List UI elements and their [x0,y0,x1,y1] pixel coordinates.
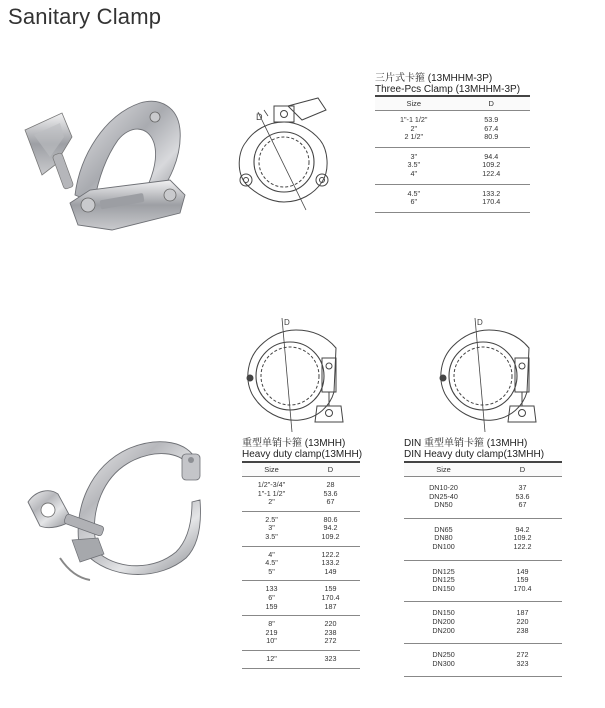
size-cell: 3" [268,523,275,533]
table-row [375,153,530,162]
table-row-group [375,111,530,148]
d-cell: 133.2 [321,558,340,568]
table-row [404,651,562,660]
din-title-cn: DIN 重型单销卡箍 (13MHH) [404,438,528,449]
table-row [404,543,562,552]
table-row [404,576,562,585]
table-row [242,655,360,664]
d-cell: 109.2 [513,533,532,543]
table-row [242,524,360,533]
three-pcs-clamp-photo [20,85,195,245]
din-clamp-drawing [433,318,543,433]
size-cell: DN200 [432,616,455,626]
three-pcs-size-table [375,95,530,213]
size-cell: 159 [265,601,278,611]
table-row [242,637,360,646]
table-row [404,660,562,669]
three-pcs-clamp-drawing [228,92,338,212]
table-row-group [404,644,562,677]
table-row [404,627,562,636]
d-cell: 272 [516,650,529,660]
heavy-d-label: D [284,318,290,327]
size-cell: 10" [266,636,277,646]
table-row [375,116,530,125]
din-title-block [404,438,544,460]
size-cell: 5" [268,566,275,576]
table-row [242,594,360,603]
d-column-header: D [519,465,526,474]
d-cell: 67 [518,500,527,510]
table-row [404,526,562,535]
heavy-duty-clamp-drawing [240,318,350,433]
table-row [242,551,360,560]
three-pcs-d-label: D [256,112,263,122]
d-cell: 67.4 [484,123,499,133]
d-cell: 238 [324,627,337,637]
table-row [404,618,562,627]
size-cell: DN65 [434,524,453,534]
size-cell: 4.5" [265,558,278,568]
d-cell: 53.6 [515,491,530,501]
d-column-header: D [327,465,334,474]
d-cell: 187 [516,608,529,618]
table-row [375,198,530,207]
size-cell: DN125 [432,575,455,585]
d-cell: 53.9 [484,115,499,124]
d-cell: 122.2 [321,549,340,559]
din-d-label: D [477,318,483,327]
table-row [242,559,360,568]
size-cell: DN50 [434,500,453,510]
table-row [404,501,562,510]
heavy-duty-clamp-photo [20,430,205,595]
size-cell: 4.5" [407,188,421,198]
d-cell: 133.2 [482,188,501,198]
size-cell: DN80 [434,533,453,543]
d-cell: 159 [516,575,529,585]
table-row-group [242,512,360,547]
table-row-group [242,581,360,616]
d-cell: 323 [324,653,337,663]
d-cell: 53.6 [323,488,338,498]
size-cell: 2 1/2" [404,132,424,142]
din-size-table [404,461,562,677]
table-row-group [242,651,360,669]
d-cell: 272 [324,636,337,646]
table-row [404,493,562,502]
size-cell: 2.5" [265,514,278,524]
d-cell: 220 [324,619,337,629]
d-cell: 149 [324,566,337,576]
table-row [375,190,530,199]
table-row-group [404,477,562,519]
table-row [242,490,360,499]
size-cell: 1/2"-3/4" [257,480,286,489]
table-row [404,484,562,493]
table-header [375,95,530,111]
table-row [375,161,530,170]
size-column-header: Size [406,99,422,108]
d-cell: 109.2 [321,531,340,541]
size-cell: 12" [266,653,277,663]
d-cell: 94.4 [484,151,499,161]
table-row-group [242,616,360,651]
size-cell: 4" [410,168,418,178]
d-cell: 67 [326,497,335,507]
d-cell: 94.2 [515,524,530,534]
size-column-header: Size [264,465,279,474]
table-row-group [404,561,562,603]
d-cell: 187 [324,601,337,611]
size-cell: 219 [265,627,278,637]
size-cell: 3.5" [265,531,278,541]
d-cell: 323 [516,658,529,668]
d-cell: 37 [518,483,527,492]
table-row [375,170,530,179]
heavy-size-table [242,461,360,669]
size-cell: DN25-40 [429,491,458,501]
three-pcs-title-block [375,73,520,95]
table-row [404,534,562,543]
table-header [242,461,360,477]
heavy-title-cn: 重型单销卡箍 (13MHH) [242,438,346,449]
size-cell: DN200 [432,625,455,635]
d-cell: 170.4 [513,583,532,593]
size-cell: 3" [410,151,418,161]
d-cell: 170.4 [482,197,501,207]
size-cell: DN150 [432,608,455,618]
size-cell: 6" [268,592,275,602]
d-cell: 122.2 [513,541,532,551]
d-column-header: D [488,99,494,108]
d-cell: 170.4 [321,592,340,602]
size-cell: DN250 [432,650,455,660]
page-title: Sanitary Clamp [8,4,162,29]
d-cell: 159 [324,584,337,594]
d-cell: 80.6 [323,514,338,524]
table-row [404,585,562,594]
table-row [242,568,360,577]
size-cell: 2" [268,497,275,507]
table-row-group [375,148,530,185]
table-row [242,629,360,638]
size-cell: 133 [265,584,278,594]
table-row-group [242,547,360,582]
table-row-group [404,602,562,644]
din-title-en: DIN Heavy duty clamp(13MHH) [404,449,545,460]
table-row [242,585,360,594]
heavy-title-en: Heavy duty clamp(13MHH) [242,449,363,460]
size-cell: DN300 [432,658,455,668]
table-row [242,498,360,507]
table-row-group [242,477,360,512]
table-row-group [404,519,562,561]
size-cell: DN125 [432,566,455,576]
d-cell: 238 [516,625,529,635]
d-cell: 220 [516,616,529,626]
size-cell: 2" [410,123,418,133]
d-cell: 149 [516,566,529,576]
d-cell: 94.2 [323,523,338,533]
size-cell: 6" [410,197,418,207]
table-row [242,603,360,612]
heavy-title-block [242,438,362,460]
table-row-group [375,185,530,213]
d-cell: 80.9 [484,132,499,142]
table-row [404,568,562,577]
size-cell: 1"-1 1/2" [400,115,428,124]
table-row [242,533,360,542]
three-pcs-title-en: Three-Pcs Clamp (13MHHM-3P) [375,84,521,95]
table-header [404,461,562,477]
table-row [404,609,562,618]
size-cell: DN150 [432,583,455,593]
d-cell: 122.4 [482,168,501,178]
d-cell: 28 [326,480,335,489]
three-pcs-title-cn: 三片式卡箍 (13MHHM-3P) [375,73,493,84]
size-cell: 3.5" [407,160,421,170]
table-row [375,133,530,142]
size-cell: DN10-20 [429,483,458,492]
size-cell: 8" [268,619,275,629]
table-row [242,620,360,629]
table-row [375,125,530,134]
size-cell: 4" [268,549,275,559]
table-row [242,516,360,525]
size-cell: 1"-1 1/2" [257,488,286,498]
size-column-header: Size [436,465,451,474]
size-cell: DN100 [432,541,455,551]
d-cell: 109.2 [482,160,501,170]
